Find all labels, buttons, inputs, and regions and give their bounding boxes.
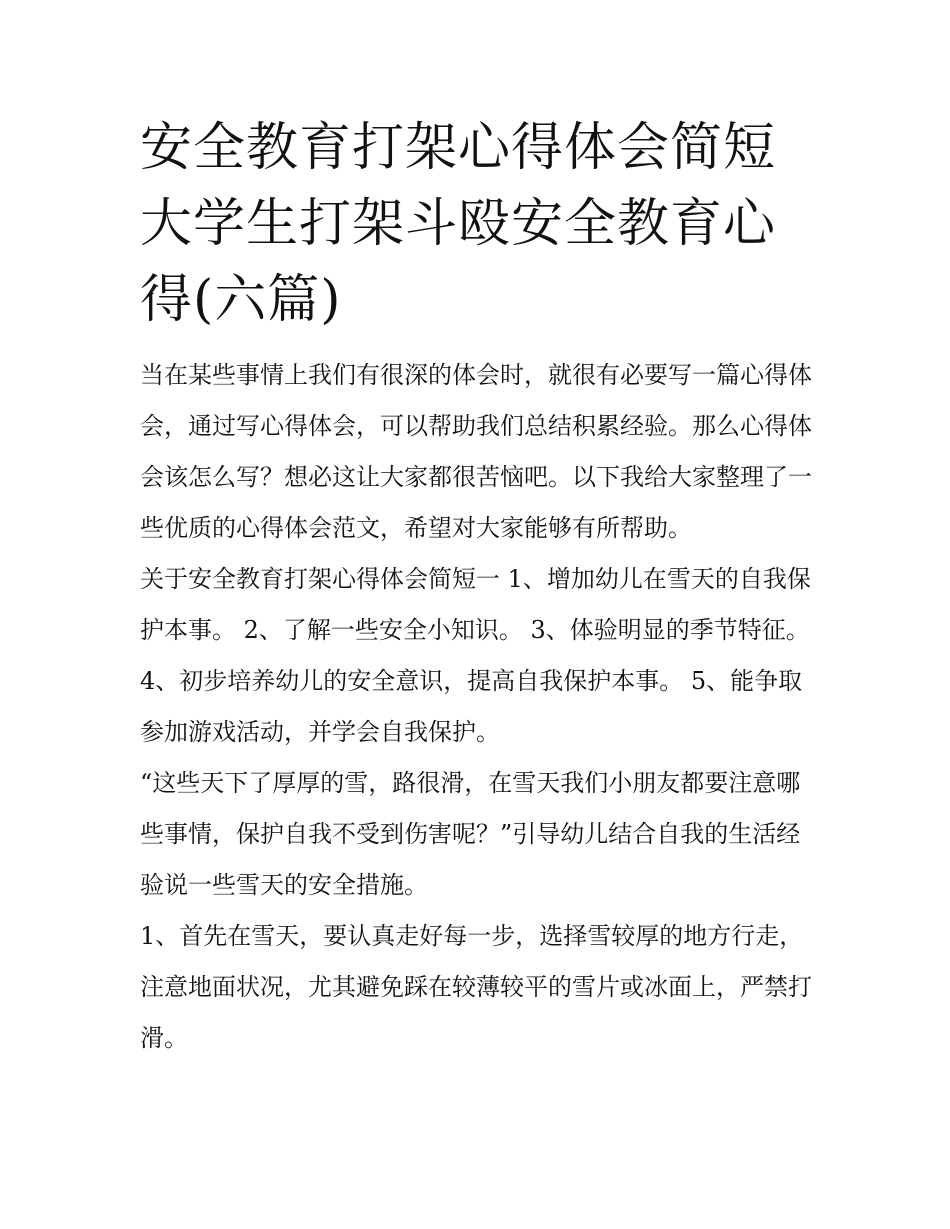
paragraph-step-1: 1、首先在雪天，要认真走好每一步，选择雪较厚的地方行走，注意地面状况，尤其避免踩在较薄较平的雪片或冰面上，严禁打滑。 bbox=[140, 922, 812, 1052]
paragraph-intro: 当在某些事情上我们有很深的体会时，就很有必要写一篇心得体会，通过写心得体会，可以帮助我们总结积累经验。那么心得体会该怎么写？想必这让大家都很苦恼吧。以下我给大家整理了一些优质的心得体会范文，希望对大家能够有所帮助。 bbox=[140, 361, 812, 542]
paragraph-quote: “这些天下了厚厚的雪，路很滑，在雪天我们小朋友都要注意哪些事情，保护自我不受到伤害呢？”引导幼儿结合自我的生活经验说一些雪天的安全措施。 bbox=[140, 769, 801, 899]
paragraph-goals-2: 4、初步培养幼儿的安全意识，提高自我保护本事。 5、能争取参加游戏活动，并学会自我保护。 bbox=[140, 667, 803, 746]
document-page bbox=[140, 110, 820, 1064]
paragraph-goals-1: 关于安全教育打架心得体会简短一 1、增加幼儿在雪天的自我保护本事。 2、了解一些安全小知识。 3、体验明显的季节特征。 bbox=[140, 565, 811, 644]
document-title: 安全教育打架心得体会简短 大学生打架斗殴安全教育心得(六篇) bbox=[140, 118, 777, 330]
